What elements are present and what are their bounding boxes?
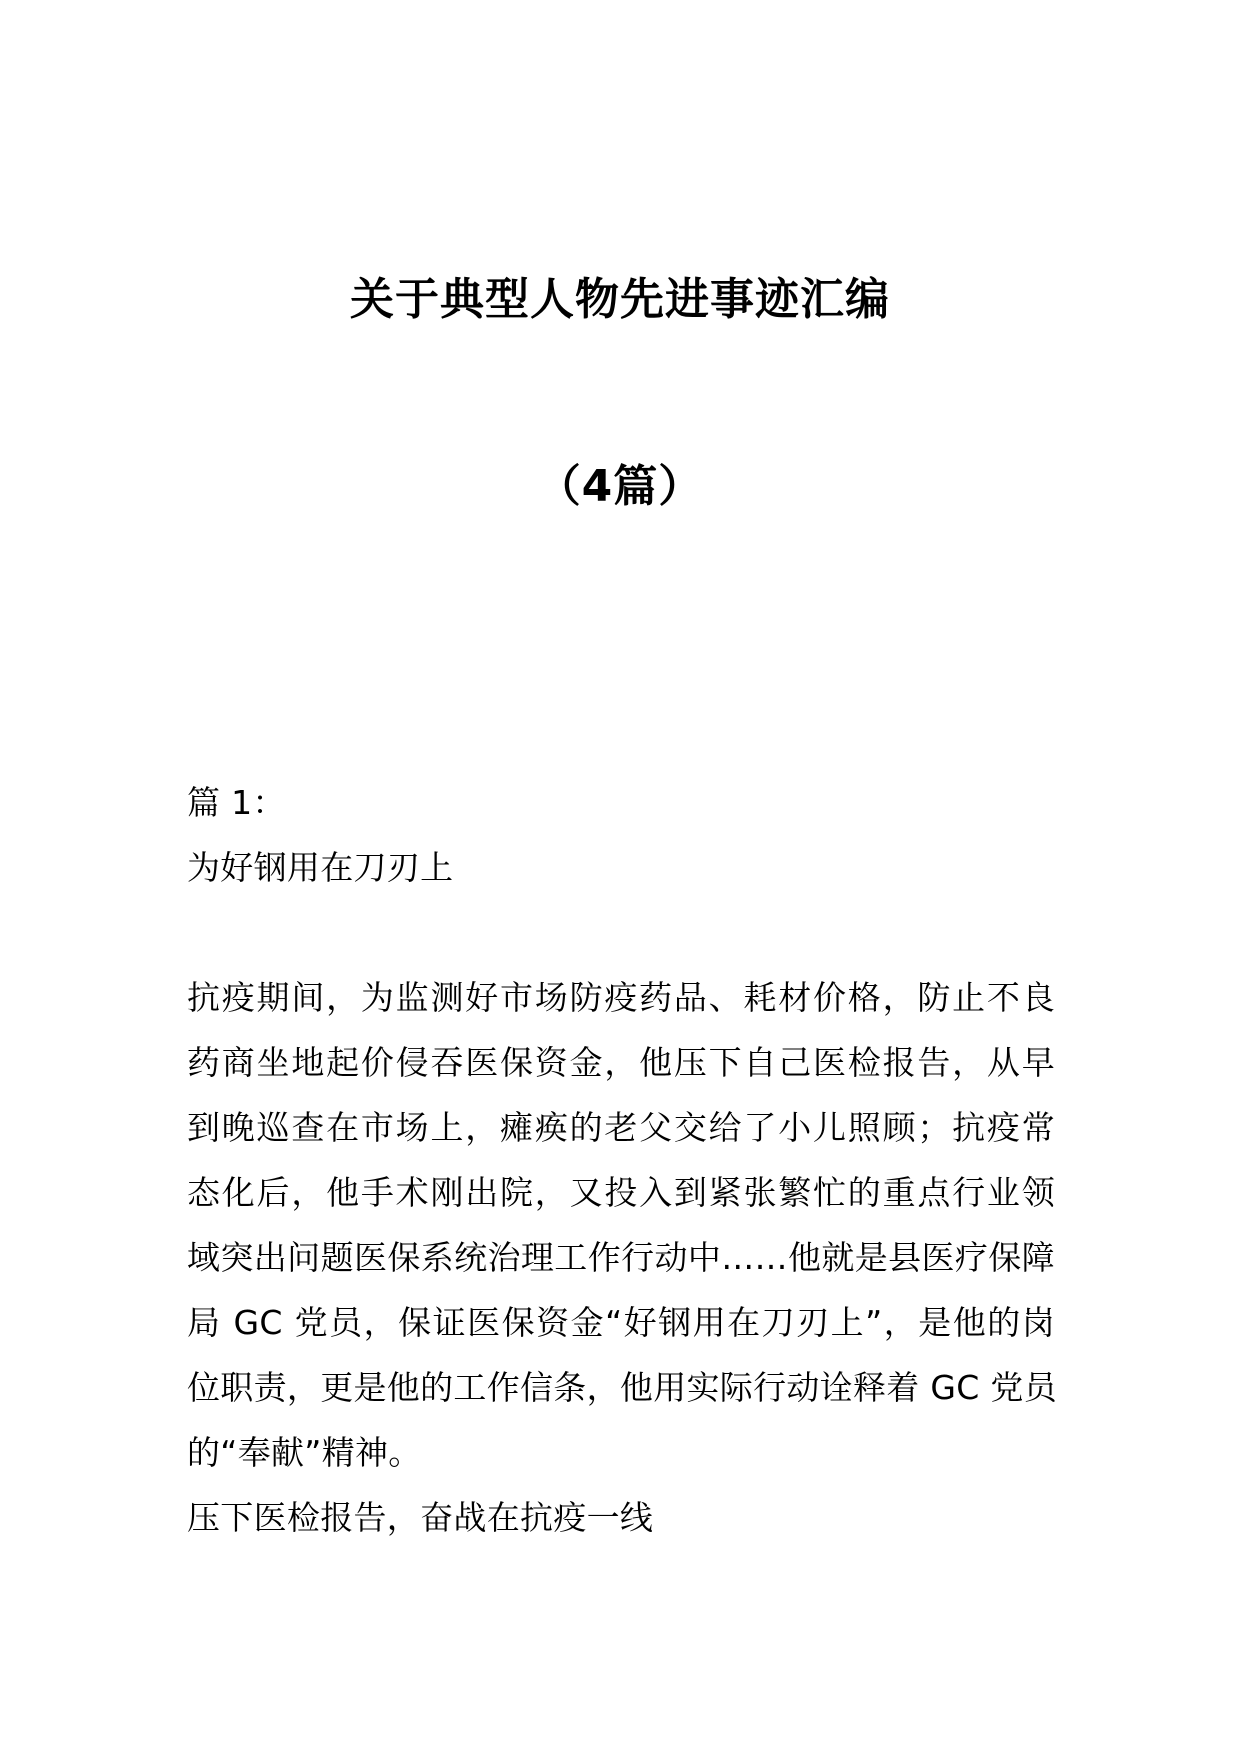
section-title: 为好钢用在刀刃上 (187, 848, 454, 887)
paragraph-line: 位职责，更是他的工作信条，他用实际行动诠释着 GC 党员 (187, 1368, 1057, 1407)
paragraph-line: 的“奉献”精神。 (187, 1433, 422, 1472)
section-label: 篇 1： (187, 783, 286, 822)
paragraph-line: 域突出问题医保系统治理工作行动中……他就是县医疗保障 (187, 1238, 1055, 1277)
paragraph-line: 药商坐地起价侵吞医保资金，他压下自己医检报告，从早 (187, 1043, 1055, 1082)
paragraph-line: 抗疫期间，为监测好市场防疫药品、耗材价格，防止不良 (187, 978, 1055, 1017)
blank-line (187, 900, 1055, 965)
paragraph-line: 态化后，他手术刚出院，又投入到紧张繁忙的重点行业领 (187, 1173, 1055, 1212)
document-body (187, 770, 1055, 1550)
document-title: 关于典型人物先进事迹汇编 (350, 274, 890, 325)
paragraph-line: 到晚巡查在市场上，瘫痪的老父交给了小儿照顾；抗疫常 (187, 1108, 1055, 1147)
subheading: 压下医检报告，奋战在抗疫一线 (187, 1498, 654, 1537)
paragraph-line: 局 GC 党员，保证医保资金“好钢用在刀刃上”，是他的岗 (187, 1303, 1055, 1342)
document-subtitle: （4篇） (536, 461, 704, 512)
